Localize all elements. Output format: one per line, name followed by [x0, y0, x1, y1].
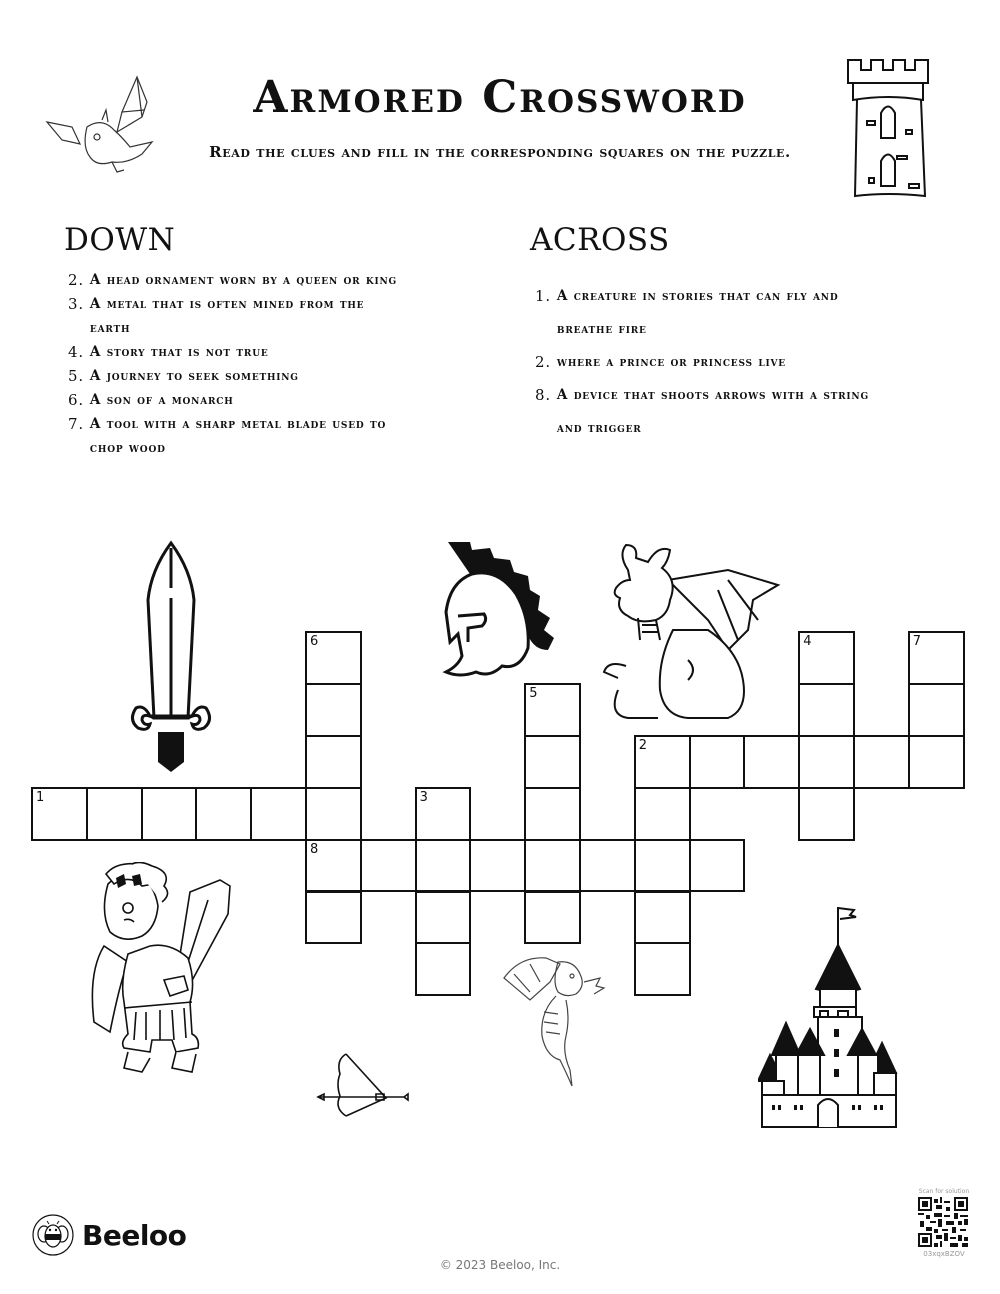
grid-cell[interactable] [634, 891, 691, 945]
grid-cell[interactable] [524, 787, 581, 841]
down-clue-7: 7. A tool with a sharp metal blade used to chop wood [68, 415, 387, 456]
castle-tower-icon [843, 58, 943, 203]
small-dragon-icon [500, 952, 610, 1090]
qr-block [909, 1188, 979, 1258]
sword-icon [126, 540, 216, 775]
cell-number: 7 [912, 634, 922, 649]
grid-cell[interactable] [305, 683, 362, 737]
crossbow-icon [316, 1050, 411, 1120]
grid-cell[interactable] [415, 942, 472, 996]
knight-icon [80, 862, 255, 1080]
grid-cell[interactable] [415, 891, 472, 945]
grid-cell[interactable] [908, 631, 965, 685]
grid-cell[interactable] [305, 891, 362, 945]
grid-cell[interactable] [798, 631, 855, 685]
cell-number: 2 [638, 737, 648, 753]
grid-cell[interactable] [743, 735, 800, 789]
cell-number: 1 [36, 789, 45, 805]
grid-cell[interactable] [524, 839, 581, 893]
cell-number: 5 [529, 685, 538, 701]
grid-cell[interactable] [524, 683, 581, 737]
grid-cell[interactable] [469, 839, 526, 893]
helmet-icon [440, 538, 555, 688]
cell-number: 6 [310, 634, 319, 649]
page-title: Armored Crossword [253, 72, 747, 123]
grid-cell[interactable] [415, 839, 472, 893]
grid-cell[interactable] [634, 735, 691, 789]
grid-cell[interactable] [305, 839, 362, 893]
grid-cell[interactable] [524, 891, 581, 945]
cell-number: 8 [310, 841, 319, 857]
bee-icon [32, 1214, 74, 1256]
grid-cell[interactable] [579, 839, 636, 893]
copyright: © 2023 Beeloo, Inc. [439, 1258, 561, 1272]
qr-code-id: 03xqxBZOV [923, 1250, 965, 1258]
grid-cell[interactable] [908, 683, 965, 737]
across-clue-1: 1. A creature in stories that can fly and breathe fire [535, 287, 839, 337]
across-clues [535, 280, 875, 445]
grid-cell[interactable] [86, 787, 143, 841]
grid-cell[interactable] [415, 787, 472, 841]
grid-cell[interactable] [634, 839, 691, 893]
across-clue-2: 2. where a prince or princess live [535, 353, 786, 371]
grid-cell[interactable] [689, 839, 746, 893]
grid-cell[interactable] [250, 787, 307, 841]
qr-caption: Scan for solution [918, 1188, 970, 1195]
beeloo-logo [32, 1214, 186, 1256]
grid-cell[interactable] [305, 787, 362, 841]
down-clue-5: 5. A journey to seek something [68, 367, 299, 385]
across-clue-8: 8. A device that shoots arrows with a string and trigger [535, 386, 869, 436]
grid-cell[interactable] [908, 735, 965, 789]
cell-number: 3 [419, 789, 428, 805]
qr-code-icon[interactable] [918, 1197, 968, 1247]
grid-cell[interactable] [798, 735, 855, 789]
grid-cell[interactable] [689, 735, 746, 789]
cell-number: 4 [803, 634, 812, 649]
grid-cell[interactable] [141, 787, 198, 841]
across-heading: ACROSS [530, 222, 670, 258]
castle-icon [758, 905, 903, 1137]
grid-cell[interactable] [305, 631, 362, 685]
down-clue-3: 3. A metal that is often mined from the earth [68, 295, 365, 336]
grid-cell[interactable] [195, 787, 252, 841]
down-clues [68, 268, 408, 460]
grid-cell[interactable] [634, 942, 691, 996]
grid-cell[interactable] [31, 787, 88, 841]
down-clue-6: 6. A son of a monarch [68, 391, 234, 409]
down-clue-2: 2. A head ornament worn by a queen or king [68, 271, 398, 289]
grid-cell[interactable] [634, 787, 691, 841]
dragon-icon [598, 540, 783, 726]
grid-cell[interactable] [360, 839, 417, 893]
down-heading: DOWN [64, 222, 176, 258]
grid-cell[interactable] [798, 787, 855, 841]
grid-cell[interactable] [798, 683, 855, 737]
instructions: Read the clues and fill in the corresponding squares on the puzzle. [209, 143, 791, 161]
grid-cell[interactable] [853, 735, 910, 789]
brand-name: Beeloo [82, 1218, 187, 1252]
grid-cell[interactable] [305, 735, 362, 789]
flying-dragon-icon [42, 72, 162, 182]
grid-cell[interactable] [524, 735, 581, 789]
down-clue-4: 4. A story that is not true [68, 343, 269, 361]
